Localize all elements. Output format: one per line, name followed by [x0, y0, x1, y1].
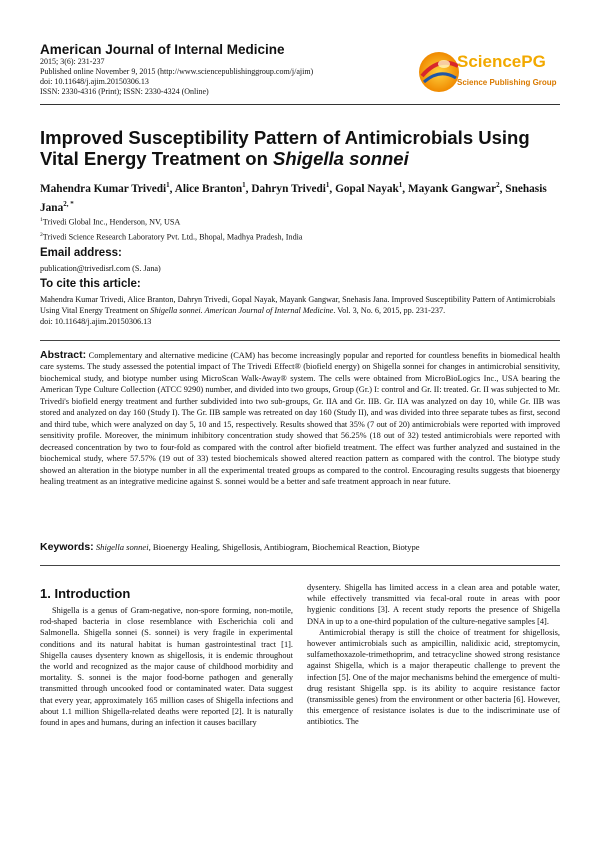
author: Mayank Gangwar$^2$ [407, 181, 500, 195]
meta-volume: 2015; 3(6): 231-237 [40, 57, 105, 66]
title-line-2-prefix: Vital Energy Treatment on [40, 148, 274, 169]
meta-doi[interactable]: doi: 10.11648/j.ajim.20150306.13 [40, 77, 149, 86]
paragraph: dysentery. Shigella has limited access in a clean area and potable water, while effectively transmitted via fecal-oral route in areas with poor hygienic conditions [3]. A recent study reports the presence of Shigella DNA in up to a one-third population of the culture-negative samples [4]. [307, 583, 560, 626]
meta-issn: ISSN: 2330-4316 (Print); ISSN: 2330-4324 (Online) [40, 87, 209, 96]
journal-title: American Journal of Internal Medicine [40, 42, 285, 57]
author: Alice Branton$^1$ [174, 181, 246, 195]
title-species: Shigella sonnei [273, 148, 409, 169]
title-line-1: Improved Susceptibility Pattern of Antimicrobials Using [40, 127, 530, 148]
title-line-2 [40, 148, 560, 169]
logo-name: SciencePG [457, 52, 546, 71]
keywords-list: Bioenergy Healing, Shigellosis, Antibiogram, Biochemical Reaction, Biotype [150, 542, 420, 552]
author-list: Mahendra Kumar Trivedi$^1$, Alice Branton$^1$, Dahryn Trivedi$^1$, Gopal Nayak$^1$, Mayank Gangwar$^2$, Snehasis Jana$^{2, *}$ [40, 181, 547, 214]
keywords [40, 541, 560, 553]
meta-published[interactable]: Published online November 9, 2015 (http://www.sciencepublishinggroup.com/j/ajim) [40, 67, 314, 76]
citation-text: Mahendra Kumar Trivedi, Alice Branton, Dahryn Trivedi, Gopal Nayak, Mayank Gangwar, Snehasis Jana. Improved Susceptibility Pattern of Antimicrobials Using Vital Energy Treatment on Shigella sonnei. American Journal of Internal Medicine. Vol. 3, No. 6, 2015, pp. 231-237. doi: 10.11648/j.ajim.20150306.13 [40, 295, 556, 326]
affiliation: $^1$Trivedi Global Inc., Henderson, NV, USA [40, 217, 181, 227]
affiliation: $^2$Trivedi Science Research Laboratory Pvt. Ltd., Bhopal, Madhya Pradesh, India [40, 231, 303, 242]
email-heading: Email address: [40, 247, 122, 259]
keywords-heading: Keywords: [40, 541, 94, 553]
abstract [40, 350, 560, 487]
journal-meta [40, 57, 313, 97]
affiliations [40, 214, 303, 243]
abstract-divider [40, 340, 560, 341]
paragraph: Shigella is a genus of Gram-negative, non-spore forming, non-motile, rod-shaped bacteria in close resemblance with Escherichia coli and Salmonella. Shigella sonnei (S. sonnei) is very fragile in experimental conditions and its natural habitat is human gastrointestinal tract [1]. Shigella causes dysentery known as shigellosis, it is endemic throughout the world and recognized as the major cause of childhood morbidity and mortality. S. sonnei is the major food-borne pathogen and generally transmitted through uncooked food or contaminated water. Data suggest that every year, approximately 165 million cases of Shigella infections and about 1.1 million Shigella-related deaths were reported [2]. It is naturally found in apes and humans, during an infection it causes bacillary [40, 606, 293, 728]
section-heading-introduction: 1. Introduction [40, 586, 131, 601]
citation-doi[interactable]: doi: 10.11648/j.ajim.20150306.13 [40, 317, 152, 326]
author: Snehasis Jana$^{2, *}$ [40, 182, 547, 214]
abstract-text: Complementary and alternative medicine (CAM) has become increasingly popular and reported for countless benefits in biomedical health care systems. The study assessed the potential impact of The Trivedi Effect® (biofield energy) on Shigella sonnei for changes in antimicrobial sensitivity, biochemical study, and biotype number using MicroScan Walk-Away® system. The cells were obtained from MicroBioLogics Inc., USA bearing the American Type Culture Collection (ATCC 9290) number, and divided into two groups, Group (Gr.) I: control and Gr. II: treated. Gr. II was subjected to Mr. Trivedi's biofield energy treatment and further subdivided into two sub-groups, Gr. IIA and Gr. IIB. Gr. IIA was analyzed on day 10, while Gr. IIB was stored and analyzed on day 160 (Study I). The Gr. IIB sample was retreated on day 160 (Study II), and was divided into three separate tubes as first, second and third tube, which were analyzed on day 5, 10 and 15, respectively. Results showed that 35% (7 out of 20) antimicrobials were reported with improved sensitivity profile. Moreover, the minimum inhibitory concentration study showed that 56.25% (18 out of 32) tested antimicrobials were reported with decreased concentration by two to four-fold as compared with the control after biofield treatment. The effect was further analyzed and sustained in the biochemical study, where 57.57% (19 out of 33) tested biochemicals showed altered reaction pattern as compared with the control. The biotype study showed an alteration in the biotype number in all the experimental treated groups as compared to the control. Encouraging results suggests that bioenergy healing treatment as an integrative medicine against S. sonnei would be a better and safe treatment approach in near future. [40, 351, 560, 486]
paragraph: Antimicrobial therapy is still the choice of treatment for shigellosis, however antimicrobials such as ampicillin, nalidixic acid, streptomycin, sulfamethoxazole-trimethoprim, and tetracycline showed strong resistance against Shigella, which is a major therapeutic challenge to prevent the infection [5]. One of the major mechanisms behind the emergence of multi-drug resistant Shigella spp. is its ability to acquire resistance factor (transmissible genes) from the environment or other bacteria [6]. However, this emergence of resistance isolates is due to the indiscriminate use of antibiotics. The [307, 627, 560, 727]
abstract-heading: Abstract: [40, 349, 87, 361]
citation-heading: To cite this article: [40, 278, 141, 290]
author: Mahendra Kumar Trivedi$^1$ [40, 181, 170, 195]
column-right [307, 582, 560, 728]
email-address[interactable]: publication@trivedisrl.com (S. Jana) [40, 264, 161, 273]
author: Gopal Nayak$^1$ [335, 181, 403, 195]
column-left [40, 605, 293, 728]
logo-subtitle: Science Publishing Group [457, 78, 557, 87]
author: Dahryn Trivedi$^1$ [251, 181, 330, 195]
body-divider [40, 565, 560, 566]
header-divider [40, 104, 560, 105]
keyword-species: Shigella sonnei, [95, 542, 151, 552]
paper-title [40, 127, 560, 169]
